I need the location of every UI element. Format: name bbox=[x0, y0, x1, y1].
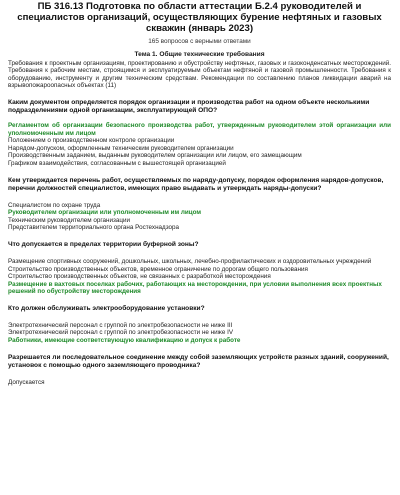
answer-option: Производственным заданием, выданным руководителем организации или лицом, его замещающим bbox=[8, 152, 302, 160]
question-1: Каким документом определяется порядок организации и производства работ на одном объекте несколькими подразделениями одной организации, эксплуатирующей ОПО? bbox=[8, 98, 370, 114]
answer-option: Строительство производственных объектов, временное ограничение по дорогам общего пользования bbox=[8, 265, 308, 273]
answer-option: Допускается bbox=[8, 378, 45, 386]
document-subtitle: 165 вопросов с верными ответами bbox=[148, 37, 251, 45]
answer-option: Электротехнический персонал с группой по электробезопасности не ниже IV bbox=[8, 329, 234, 337]
topic-heading: Тема 1. Общие технические требования bbox=[134, 50, 265, 58]
answer-option-correct: Регламентом об организации безопасного производства работ, утвержденным руководителем этой организации или уполномоченным им лицом bbox=[8, 121, 391, 137]
answer-option: Техническим руководителем организации bbox=[8, 216, 131, 224]
answer-option: Представителем территориального органа Ростехнадзора bbox=[8, 224, 180, 232]
topic-description: Требования к проектным организациям, проектированию и обустройству нефтяных, газовых и газоконденсатных месторождений. Требования к рабочим местам, строящимся и эксплуатируемым объектам нефтяной и газовой промышленности. Требования к оборудованию, инструменту и другим техническим средствам. Рекомендации по составлению планов ликвидации аварий на взрывопожароопасных объектах (11) bbox=[8, 59, 391, 90]
question-5: Разрешается ли последовательное соединение между собой заземляющих устройств разных зданий, сооружений, установок с помощью одного заземляющего проводника? bbox=[8, 353, 389, 369]
answer-option: Нарядом-допуском, оформленным техническим руководителем организации bbox=[8, 144, 234, 152]
answer-option: Положением о производственном контроле организации bbox=[8, 137, 175, 145]
answer-option: Графиком взаимодействия, согласованным с вышестоящей организацией bbox=[8, 159, 226, 167]
question-3: Что допускается в пределах территории буферной зоны? bbox=[8, 240, 199, 248]
answer-option: Специалистом по охране труда bbox=[8, 201, 101, 209]
answer-option-correct: Работники, имеющие соответствующую квалификацию и допуск к работе bbox=[8, 337, 241, 345]
answer-option-correct: Руководителем организации или уполномоченным им лицом bbox=[8, 209, 202, 217]
document-title: ПБ 316.13 Подготовка по области аттестации Б.2.4 руководителей и специалистов организаций, осуществляющих бурение нефтяных и газовых скважин (январь 2023) bbox=[17, 1, 382, 35]
answer-option: Размещение спортивных сооружений, дошкольных, школьных, лечебно-профилактических и оздоровительных учреждений bbox=[8, 257, 372, 265]
answer-option: Электротехнический персонал с группой по электробезопасности не ниже III bbox=[8, 321, 233, 329]
question-4: Кто должен обслуживать электрооборудование установки? bbox=[8, 304, 205, 312]
answer-option-correct: Размещение в вахтовых поселках рабочих, работающих на месторождении, при условии выполнения всех проектных решений по обустройству месторождения bbox=[8, 280, 382, 296]
question-2: Кем утверждается перечень работ, осуществляемых по наряду-допуску, порядок оформления нарядов-допусков, перечни должностей специалистов, имеющих право выдавать и утверждать наряды-допуски? bbox=[8, 176, 384, 192]
answer-option: Строительство производственных объектов, не связанных с разработкой месторождения bbox=[8, 273, 271, 281]
